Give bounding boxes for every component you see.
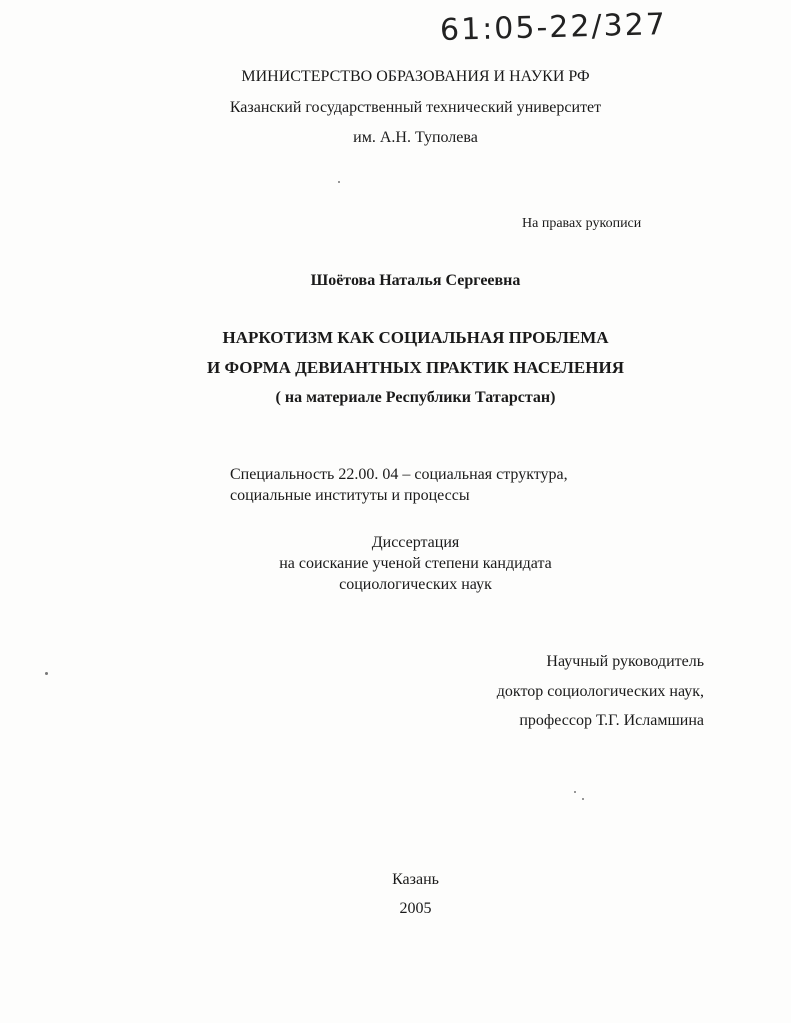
title-subtitle: ( на материале Республики Татарстан) xyxy=(275,389,556,406)
archive-stamp: 61:05-22/327 xyxy=(439,7,668,48)
title-line-2: И ФОРМА ДЕВИАНТНЫХ ПРАКТИК НАСЕЛЕНИЯ xyxy=(207,358,624,377)
title-line-1: НАРКОТИЗМ КАК СОЦИАЛЬНАЯ ПРОБЛЕМА xyxy=(222,328,609,347)
supervisor-degree: доктор социологических наук, xyxy=(496,683,704,700)
city: Казань xyxy=(392,871,439,888)
scan-speck xyxy=(582,798,584,800)
specialty-line-2: социальные институты и процессы xyxy=(230,487,470,504)
university-named-after: им. А.Н. Туполева xyxy=(353,129,478,146)
degree-line: на соискание ученой степени кандидата xyxy=(279,555,552,572)
dissertation-label: Диссертация xyxy=(371,534,460,551)
supervisor-label: Научный руководитель xyxy=(546,653,704,670)
year: 2005 xyxy=(399,900,432,917)
specialty-line-1: Специальность 22.00. 04 – социальная структура, xyxy=(230,466,568,483)
ministry-heading: МИНИСТЕРСТВО ОБРАЗОВАНИЯ И НАУКИ РФ xyxy=(241,68,590,85)
scan-speck xyxy=(338,181,340,183)
field-line: социологических наук xyxy=(339,576,492,593)
supervisor-name: профессор Т.Г. Исламшина xyxy=(519,712,704,729)
university-name: Казанский государственный технический университет xyxy=(229,99,602,116)
author-name: Шоётова Наталья Сергеевна xyxy=(310,272,521,289)
scan-speck xyxy=(45,672,48,675)
scan-speck xyxy=(574,791,576,793)
manuscript-note: На правах рукописи xyxy=(522,216,642,231)
